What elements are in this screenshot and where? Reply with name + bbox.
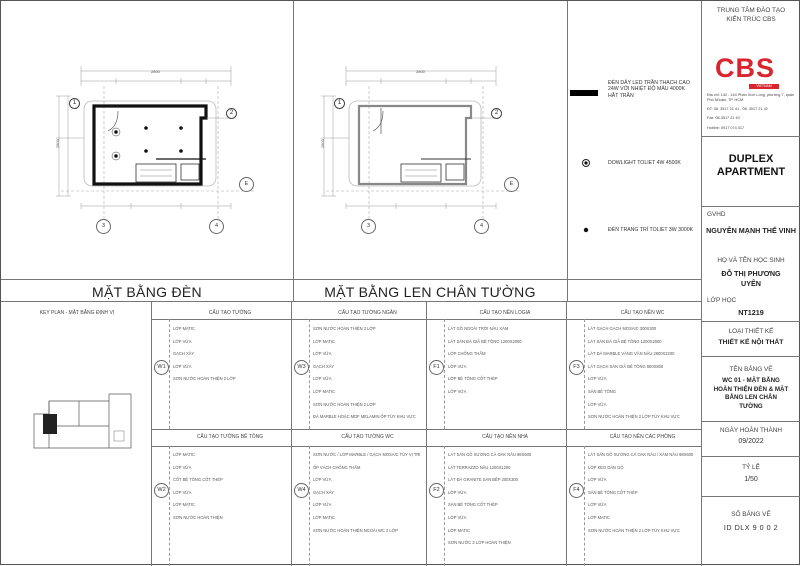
spec-list-w3 — [313, 323, 416, 424]
center-name-2: KIẾN TRÚC CBS — [726, 16, 776, 23]
spec-item: LỚP VỮA — [313, 376, 332, 382]
spec-item: LỚP VỮA — [313, 502, 332, 508]
phone-text: ĐT: 08. 3517 21 41 - 08. 3517 21 42 — [707, 107, 768, 111]
spec-item: LỚP VỮA — [588, 376, 607, 382]
spec-item: LỚP VỮA — [448, 388, 467, 394]
spec-item: LÁT SÀN ĐÁ GIẢ BÊ TÔNG 1200X2000 — [448, 338, 522, 344]
downlight-icon — [581, 158, 591, 168]
spec-item: LỚP MATIC — [313, 514, 336, 520]
grid-label-4: 4 — [209, 219, 224, 234]
spec-item: LỚP KEO DÁN GỖ — [588, 464, 624, 470]
titleblock-divider — [701, 1, 702, 566]
spec-item: CỐT BÊ TÔNG CỐT THÉP — [173, 477, 223, 483]
skirting-plan — [321, 56, 541, 241]
date-value: 09/2022 — [738, 438, 764, 445]
legend-decor-text: ĐÈN TRANG TRÍ TOLIET 3W 3000K — [608, 227, 694, 233]
spec-item: LÁT ĐÁ GRANITE SÀN BẾP 300X300 — [448, 477, 518, 483]
spec-item: LÁT SÀN GỖ XƯƠNG CÁ OAK NÂU / XÁM NÂU 98X600 — [588, 452, 694, 457]
spec-item: LỚP BÊ TÔNG CỐT THÉP — [448, 376, 498, 382]
led-strip-icon — [570, 90, 598, 96]
spec-item: ĐÁ MARBLE HOẶC MDF MELAMIN ỐP TÙY KHU VỰC — [313, 414, 416, 420]
spec-item: ỐP VÁCH CHỐNG THẤM — [313, 464, 361, 470]
plan-title-line — [1, 279, 701, 280]
grid-label-3: 3 — [96, 219, 111, 234]
drawing-name-value: WC 01 - MẶT BẰNG HOÀN THIỆN ĐÈN & MẶT BẰNG LEN CHÂN TƯỜNG — [713, 377, 789, 410]
spec-code-w1: W1 — [154, 360, 169, 375]
spec-item: LỚP VỮA — [448, 514, 467, 520]
cbs-logo-sub: VIETNAM — [749, 84, 779, 89]
spec-item: SÀN BÊ TÔNG CỐT THÉP — [448, 502, 498, 508]
scale-value: 1/50 — [744, 476, 758, 483]
sheet-no-value: ID DLX 9 0 0 2 — [723, 523, 779, 532]
spec-list-w4 — [313, 449, 420, 537]
spec-item: LỚP VỮA — [588, 502, 607, 508]
spec-item: SÀN BÊ TÔNG CỐT THÉP — [588, 489, 638, 495]
spec-item: SƠN NƯỚC HOÀN THIỆN 2 LỚP TÙY KHU VỰC — [588, 527, 680, 533]
spec-item: SƠN NƯỚC HOÀN THIỆN 2 LỚP — [173, 376, 236, 382]
spec-item: LÁT GẠCH GẠCH MOSAIC 300X300 — [588, 326, 657, 331]
spec-code-f2: F2 — [429, 483, 444, 498]
sheet-no-label: SỐ BẢNG VẼ — [731, 511, 771, 518]
spec-item: LỚP VỮA — [313, 477, 332, 483]
spec-code-f4: F4 — [569, 483, 584, 498]
spec-list-f1 — [448, 323, 522, 399]
spec-item: LỚP MATIC — [173, 452, 196, 457]
legend-led-text: ĐÈN DÂY LED TRẦN THẠCH CAO 24W VỚI NHIỆT ĐỘ MÀU 4000K HẮT TRẦN — [608, 80, 690, 99]
spec-item: LỚP MATIC — [173, 502, 196, 508]
spec-item: LỚP MATIC — [313, 338, 336, 344]
plan-bottom-line — [1, 301, 701, 302]
cbs-logo: CBS — [714, 53, 775, 83]
design-type-value: THIẾT KẾ NỘI THẤT — [718, 339, 784, 346]
spec-code-w2: W2 — [154, 483, 169, 498]
spec-item: SƠN NƯỚC HOÀN THIỆN 2 LỚP — [313, 326, 376, 331]
spec-item: LỚP VỮA — [313, 351, 332, 357]
spec-list-f2 — [448, 449, 531, 550]
skirting-plan-title: MẶT BẰNG LEN CHÂN TƯỜNG — [324, 284, 536, 300]
grid-bubble-left-top: 1 — [69, 98, 80, 109]
right-side-dimension: 2800 — [319, 139, 325, 148]
decor-light-icon — [582, 226, 590, 234]
grid-label-e-right: E — [504, 177, 519, 192]
key-plan-title: KEY PLAN - MẶT BẰNG ĐỊNH VỊ — [39, 310, 115, 316]
project-name: DUPLEX APARTMENT — [716, 153, 786, 178]
spec-item: LỚP VỮA — [173, 464, 192, 470]
spec-list-w2 — [173, 449, 223, 525]
spec-item: LỚP VỮA — [448, 363, 467, 369]
left-top-dimension: 2800 — [151, 69, 160, 74]
spec-header-w2: CẤU TẠO TƯỜNG BÊ TÔNG — [196, 434, 264, 440]
gvhd-label: GVHD — [707, 211, 726, 218]
spec-item: SÀN BÊ TÔNG — [588, 388, 616, 394]
spec-code-f3: F3 — [569, 360, 584, 375]
student-name: ĐỖ THỊ PHƯƠNG UYÊN — [721, 269, 781, 288]
right-top-dimension: 2800 — [416, 69, 425, 74]
spec-item: LỚP MATIC — [173, 326, 196, 331]
spec-code-f1: F1 — [429, 360, 444, 375]
date-label: NGÀY HOÀN THÀNH — [720, 427, 782, 434]
student-label: HỌ VÀ TÊN HỌC SINH — [717, 257, 785, 264]
spec-item: LỚP VỮA — [173, 489, 192, 495]
spec-header-w4: CẤU TẠO TƯỜNG WC — [341, 434, 394, 440]
spec-header-f1: CẤU TẠO NỀN LOGIA — [479, 310, 531, 316]
grid-bubble-right: 2 — [226, 108, 237, 119]
plan-divider — [293, 1, 294, 301]
spec-item: SƠN NƯỚC HOÀN THIỆN — [173, 514, 223, 520]
spec-header-f2: CẤU TẠO NỀN NHÀ — [481, 434, 529, 440]
plan-legend-divider — [567, 1, 568, 301]
spec-item: LỚP MATIC — [448, 527, 471, 533]
spec-header-w1: CẤU TẠO TƯỜNG — [208, 310, 252, 316]
fax-text: Fax: 08.3517 21 40 — [707, 116, 740, 120]
class-label: LỚP HỌC — [707, 297, 737, 304]
spec-item: SƠN NƯỚC HOÀN THIỆN 2 LỚP — [313, 401, 376, 407]
grid-bubble-right-2: 2 — [491, 108, 502, 119]
spec-item: LÁT GỖ NGOÀI TRỜI NÂU XÁM — [448, 326, 509, 331]
spec-item: LỚP VỮA — [588, 477, 607, 483]
address-text: Địa chỉ: 142 - 144 Phan Xích Long, phường 7, quận Phú Nhuận, TP. HCM — [707, 93, 795, 102]
grid-label-3-right: 3 — [361, 219, 376, 234]
spec-item: LỚP MATIC — [588, 514, 611, 520]
spec-item: LÁT SÀN ĐÁ GIẢ BÊ TÔNG 1200X2000 — [588, 338, 662, 344]
scale-label: TỶ LỆ — [742, 464, 760, 471]
design-type-label: LOẠI THIẾT KẾ — [728, 328, 774, 335]
spec-item: LỚP VỮA — [588, 401, 607, 407]
spec-item: LÁT GẠCH SÀN GIẢ BÊ TÔNG 800X800 — [588, 363, 664, 369]
spec-item: GẠCH XÂY — [173, 351, 195, 357]
spec-item: LÁT ĐÁ MARBLE VÀNG VÂN NÂU 2800X2200 — [588, 351, 675, 357]
spec-item: SƠN NƯỚC HOÀN THIỆN 2 LỚP TÙY KHU VỰC — [588, 414, 680, 420]
spec-item: SƠN NƯỚC 2 LỚP HOÀN THIỆN — [448, 540, 511, 546]
spec-item: LỚP VỮA — [173, 363, 192, 369]
spec-item: SƠN NƯỚC HOÀN THIỆN NGOÀI WC 2 LỚP — [313, 527, 398, 533]
legend-downlight-text: DOWLIGHT TOLIET 4W 4500K — [608, 160, 681, 166]
lighting-plan — [56, 56, 276, 241]
left-side-dimension: 2800 — [54, 139, 60, 148]
grid-label-e: E — [239, 177, 254, 192]
spec-item: LỚP MATIC — [313, 388, 336, 394]
class-value: NT1219 — [738, 308, 764, 317]
spec-list-w1 — [173, 323, 236, 386]
spec-item: LÁT SÀN GỖ XƯƠNG CÁ OAK NÂU 98X600 — [448, 452, 532, 457]
spec-item: GẠCH XÂY — [313, 489, 335, 495]
spec-header-f4: CẤU TẠO NỀN CÁC PHÒNG — [609, 434, 676, 440]
drawing-name-label: TÊN BẢNG VẼ — [729, 366, 773, 373]
spec-item: LỚP VỮA — [173, 338, 192, 344]
spec-header-w3: CẤU TẠO TƯỜNG NGĂN — [338, 310, 397, 316]
key-plan-drawing — [19, 386, 144, 456]
grid-label-4-right: 4 — [474, 219, 489, 234]
spec-code-w4: W4 — [294, 483, 309, 498]
spec-item: SƠN NƯỚC / LỚP MARBLE / GẠCH MOSAIC TÙY VỊ TRÍ — [313, 452, 421, 457]
hotline-text: Hotline: 0917 074 017 — [707, 126, 745, 130]
grid-bubble-left-top-2: 1 — [334, 98, 345, 109]
spec-item: LỚP CHỐNG THẤM — [448, 351, 486, 357]
spec-item: GẠCH XÂY — [313, 363, 335, 369]
center-name-1: TRUNG TÂM ĐÀO TẠO — [716, 7, 786, 14]
spec-list-f4 — [588, 449, 693, 537]
gvhd-name: NGUYỄN MẠNH THẾ VINH — [706, 226, 796, 235]
spec-code-w3: W3 — [294, 360, 309, 375]
lighting-plan-title: MẶT BẰNG ĐÈN — [92, 284, 202, 300]
spec-item: LỚP VỮA — [448, 489, 467, 495]
spec-item: LÁT TERRAZZO NÂU 1200X1200 — [448, 464, 511, 470]
spec-list-f3 — [588, 323, 680, 424]
spec-header-f3: CẤU TẠO NỀN WC — [620, 310, 665, 316]
